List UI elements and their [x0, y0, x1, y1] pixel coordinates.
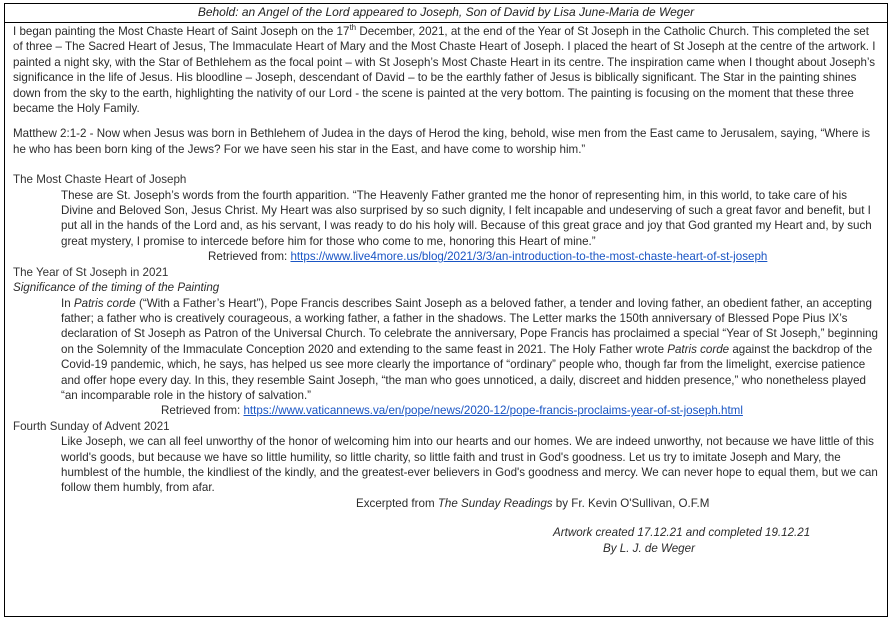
section-subheading-timing: Significance of the timing of the Painting — [13, 281, 220, 295]
live4more-link[interactable]: https://www.live4more.us/blog/2021/3/3/an-introduction-to-the-most-chaste-heart-of-st-joseph — [290, 250, 768, 264]
patris-corde-title-2: Patris corde — [667, 342, 730, 356]
patris-corde-paragraph — [13, 296, 879, 404]
retrieved-line-2 — [13, 403, 879, 418]
apparition-quote: These are St. Joseph’s words from the fourth apparition. “The Heavenly Father granted me the honor of representing him, in this world, to take care of his Divine and Beloved Son, Jesus Christ. My Heart was also surprised by so such dignity, I felt incapable and undeserving of such a great favor and benefit, but I put all in the hands of the Lord and, as his servant, I was ready to do his holy will. Because of this great grace and joy that God granted my Heart and, by such great mystery, I promise to intercede before him for those who come to me, honoring this Heart of mine.” — [61, 188, 872, 248]
patris-text-2: against the backdrop of the Covid-19 pandemic, which, he says, has helped us see more clearly the importance of “ordinary” people who, though far from the limelight, exercise patience and offer hope every day. In this, they resemble Saint Joseph, “the man who goes unnoticed, a daily, discreet and hidden presence,” who nonetheless played “an incomparable role in the history of salvation.” — [61, 342, 873, 402]
patris-intro: In — [61, 296, 74, 310]
vaticannews-link[interactable]: https://www.vaticannews.va/en/pope/news/2020-12/pope-francis-proclaims-year-of-st-joseph.html — [243, 404, 743, 418]
excerpt-prefix: Excerpted from — [356, 496, 438, 510]
matthew-quote: Matthew 2:1-2 - Now when Jesus was born in Bethlehem of Judea in the days of Herod the king, behold, wise men from the East came to Jerusalem, saying, “Where is he who has been born king of the Jews? For we have seen his star in the East, and have come to worship him.” — [13, 127, 871, 156]
excerpt-credit — [13, 496, 879, 511]
patris-corde-title: Patris corde — [73, 296, 136, 310]
artwork-dates: Artwork created 17.12.21 and completed 19.12.21 — [553, 526, 811, 540]
intro-text-rest: December, 2021, at the end of the Year of St Joseph in the Catholic Church. This completed the set of three – The Sacred Heart of Jesus, The Immaculate Heart of Mary and the Most Chaste Heart of Joseph. I placed the heart of St Joseph at the centre of the artwork. I painted a night sky, with the Star of Bethlehem as the focal point – with St Joseph’s Most Chaste Heart in its centre. The inspiration came when I thought about Joseph’s significance in the life of Jesus. His bloodline – Joseph, descendant of David – to be the earthly father of Jesus is biblically significant. The Star in the painting shines down from the sky to the earth, highlighting the nativity of our Lord - the scene is painted at the very bottom. The painting is focusing on the moment that these three became the Holy Family. — [13, 25, 876, 116]
intro-text-start: I began painting the Most Chaste Heart of Saint Joseph on the 17 — [13, 25, 350, 38]
retrieved-label: Retrieved from: — [208, 250, 291, 264]
retrieved-line-1 — [13, 249, 879, 264]
intro-superscript: th — [349, 23, 357, 33]
document-title: Behold: an Angel of the Lord appeared to Joseph, Son of David by Lisa June-Maria de Weger — [5, 4, 887, 23]
document-frame — [4, 3, 888, 617]
patris-text-1: (“With a Father’s Heart”), Pope Francis describes Saint Joseph as a beloved father, a tender and loving father, an obedient father, an accepting father; a father who is creatively courageous, a working father, a father in the shadows. The Letter marks the 150th anniversary of Blessed Pope Pius IX’s declaration of St Joseph as Patron of the Universal Church. To celebrate the anniversary, Pope Francis has proclaimed a special “Year of St Joseph,” beginning on the Solemnity of the Immaculate Conception 2020 and extending to the same feast in 2021. The Holy Father wrote — [61, 296, 878, 356]
excerpt-book-title: The Sunday Readings — [437, 496, 553, 510]
section-heading-year-st-joseph: The Year of St Joseph in 2021 — [13, 265, 169, 279]
section-heading-chaste-heart: The Most Chaste Heart of Joseph — [13, 173, 187, 187]
document-body — [5, 23, 887, 556]
intro-paragraph — [13, 24, 879, 116]
retrieved-label-2: Retrieved from: — [161, 404, 244, 418]
excerpt-author: by Fr. Kevin O'Sullivan, O.F.M — [552, 496, 710, 510]
section-heading-advent: Fourth Sunday of Advent 2021 — [13, 419, 170, 433]
advent-reading: Like Joseph, we can all feel unworthy of the honor of welcoming him into our hearts and our homes. We are indeed unworthy, not because we have little of this world's goods, but because we have so little humility, so little charity, so little faith and trust in God's goodness. Let us try to imitate Joseph and Mary, the humblest of the humble, the kindliest of the kindly, and the greatest-ever believers in God's goodness and mercy. We can never hope to equal them, but we can follow them humbly, from afar. — [61, 435, 878, 495]
artist-byline: By L. J. de Weger — [603, 541, 695, 555]
